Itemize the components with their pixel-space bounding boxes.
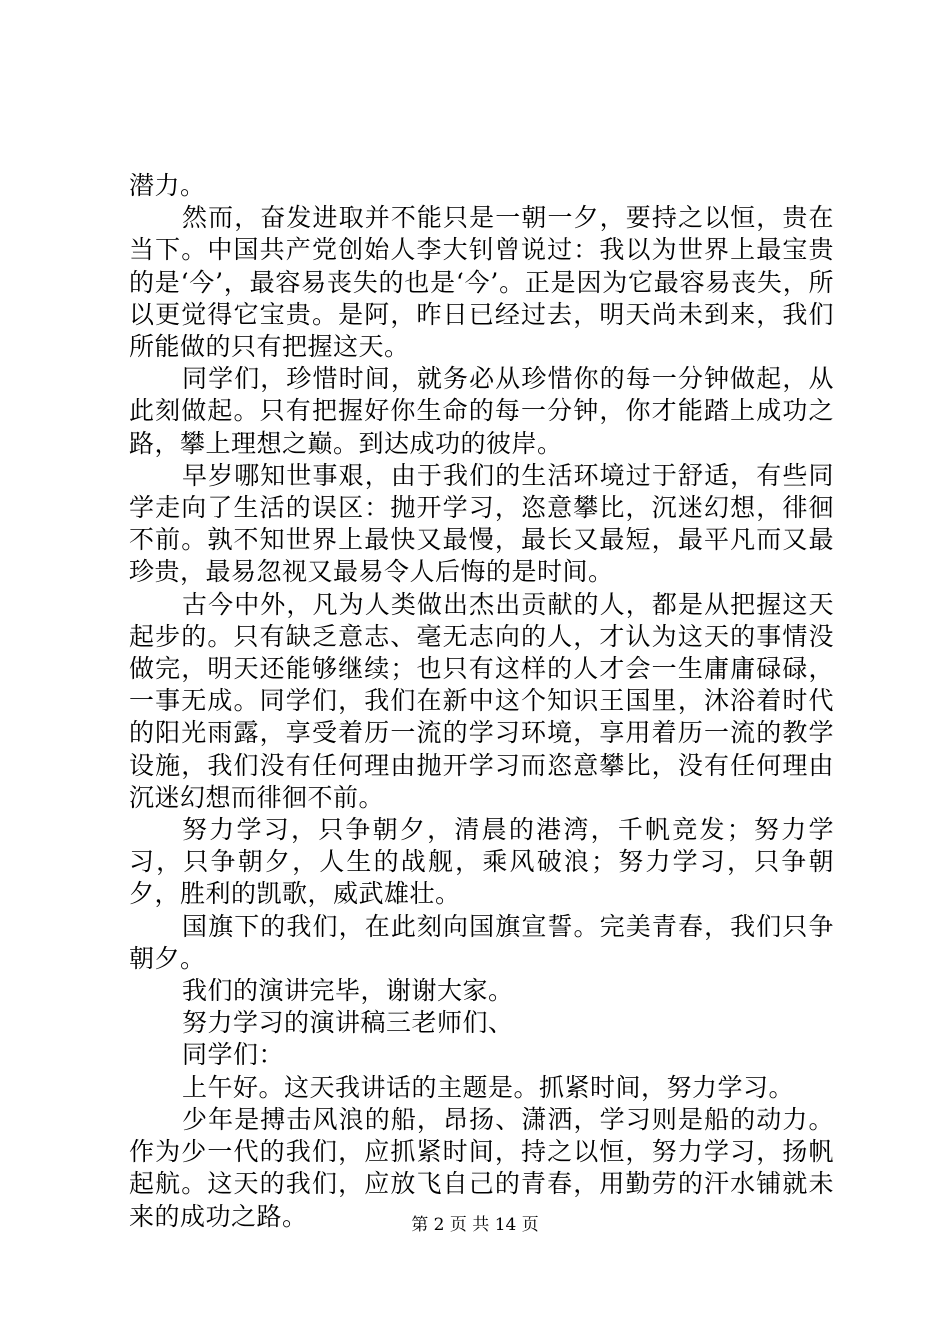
paragraph: 潜力。: [129, 171, 206, 200]
document-body: [129, 170, 834, 1233]
paragraph: 我们的演讲完毕，谢谢大家。: [182, 976, 514, 1006]
paragraph: 早岁哪知世事艰，由于我们的生活环境过于舒适，有些同学走向了生活的误区：抛开学习，恣意攀比，沉迷幻想，徘徊不前。孰不知世界上最快又最慢，最长又最短，最平凡而又最珍贵，最易忽视又最易令人后悔的是时间。: [129, 460, 834, 587]
paragraph: 少年是搏击风浪的船，昂扬、潇洒，学习则是船的动力。作为少一代的我们，应抓紧时间，持之以恒，努力学习，扬帆起航。这天的我们，应放飞自己的青春，用勤劳的汗水铺就未来的成功之路。: [129, 1104, 834, 1231]
paragraph: 国旗下的我们，在此刻向国旗宣誓。完美青春，我们只争朝夕。: [129, 911, 834, 973]
paragraph: 同学们，珍惜时间，就务必从珍惜你的每一分钟做起，从此刻做起。只有把握好你生命的每一分钟，你才能踏上成功之路，攀上理想之巅。到达成功的彼岸。: [129, 364, 834, 458]
page-number-footer: 第 2 页 共 14 页: [411, 1215, 539, 1235]
paragraph: 然而，奋发进取并不能只是一朝一夕，要持之以恒，贵在当下。中国共产党创始人李大钊曾说过：我以为世界上最宝贵的是‘今’，最容易丧失的也是‘今’。正是因为它最容易丧失，所以更觉得它宝贵。是阿，昨日已经过去，明天尚未到来，我们所能做的只有把握这天。: [129, 203, 834, 362]
paragraph: 上午好。这天我讲话的主题是。抓紧时间，努力学习。: [182, 1072, 795, 1102]
paragraph: 古今中外，凡为人类做出杰出贡献的人，都是从把握这天起步的。只有缺乏意志、毫无志向的人，才认为这天的事情没做完，明天还能够继续；也只有这样的人才会一生庸庸碌碌，一事无成。同学们，我们在新中这个知识王国里，沐浴着时代的阳光雨露，享受着历一流的学习环境，享用着历一流的教学设施，我们没有任何理由抛开学习而恣意攀比，没有任何理由沉迷幻想而徘徊不前。: [129, 589, 834, 812]
paragraph: 同学们：: [182, 1040, 285, 1070]
paragraph: 努力学习，只争朝夕，清晨的港湾，千帆竞发；努力学习，只争朝夕，人生的战舰，乘风破浪；努力学习，只争朝夕，胜利的凯歌，威武雄壮。: [129, 815, 834, 909]
paragraph: 努力学习的演讲稿三老师们、: [182, 1008, 514, 1038]
